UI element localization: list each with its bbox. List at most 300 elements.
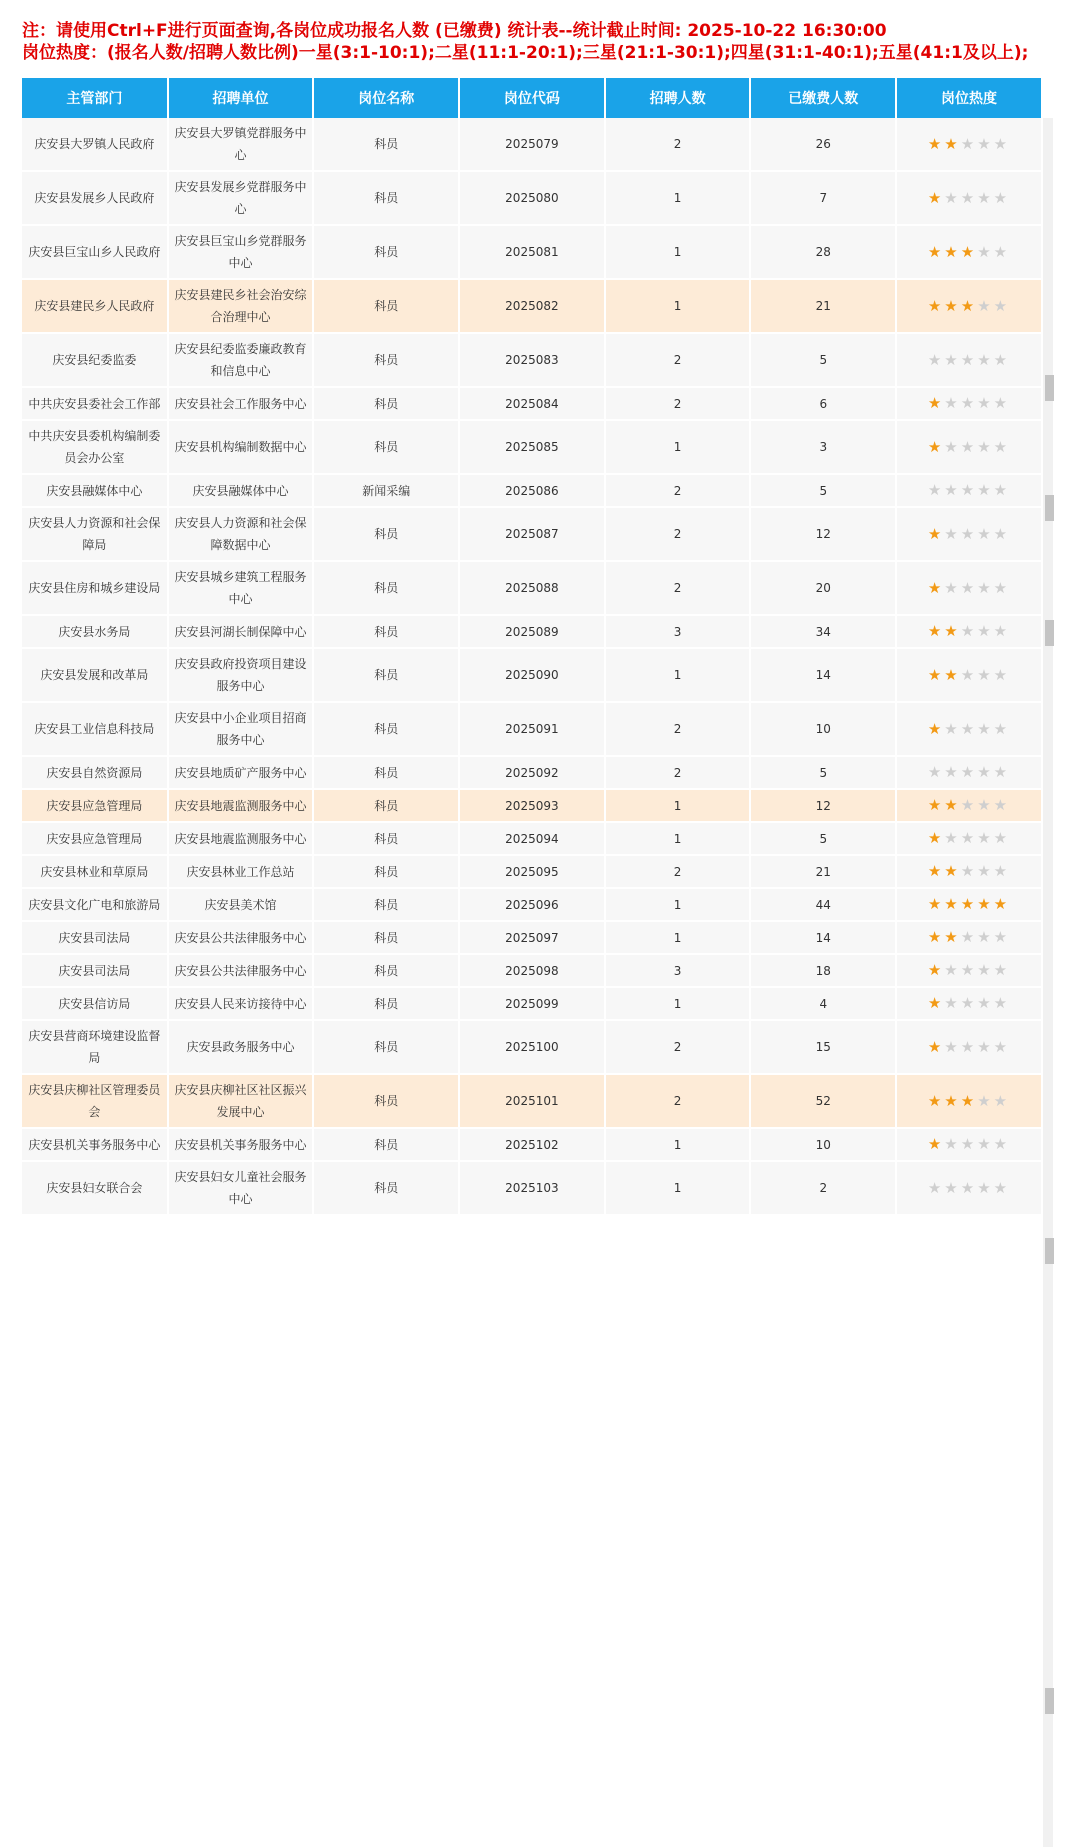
cell-position: 科员 <box>313 225 459 279</box>
note-line-2: 岗位热度：(报名人数/招聘人数比例)一星(3:1-10:1);二星(11:1-20:1);三星(21:1-30:1);四星(31:1-40:1);五星(41:1及以上); <box>22 43 1029 63</box>
cell-position: 科员 <box>313 954 459 987</box>
star-rating <box>928 829 1010 847</box>
star-filled-icon: ★ <box>927 394 945 412</box>
star-empty-icon: ★ <box>993 350 1011 369</box>
cell-unit: 庆安县融媒体中心 <box>168 474 314 507</box>
cell-paid-count: 10 <box>750 1128 896 1161</box>
cell-code: 2025097 <box>459 921 605 954</box>
star-empty-icon: ★ <box>977 862 994 880</box>
cell-code: 2025082 <box>459 279 605 333</box>
star-rating <box>928 438 1010 456</box>
star-empty-icon: ★ <box>977 928 994 946</box>
cell-hire-count: 1 <box>605 279 751 333</box>
star-empty-icon: ★ <box>944 350 961 369</box>
cell-code: 2025091 <box>459 702 605 756</box>
star-empty-icon: ★ <box>960 578 978 597</box>
star-empty-icon: ★ <box>960 524 978 543</box>
star-empty-icon: ★ <box>960 829 978 847</box>
cell-hire-count: 2 <box>605 1020 751 1074</box>
cell-paid-count: 10 <box>750 702 896 756</box>
star-empty-icon: ★ <box>977 350 994 369</box>
cell-position: 科员 <box>313 855 459 888</box>
cell-code: 2025084 <box>459 387 605 420</box>
cell-paid-count: 5 <box>750 822 896 855</box>
cell-unit: 庆安县政务服务中心 <box>168 1020 314 1074</box>
cell-dept: 庆安县庆柳社区管理委员会 <box>22 1074 168 1128</box>
star-rating <box>928 1135 1010 1153</box>
cell-heat <box>896 171 1042 225</box>
cell-heat <box>896 615 1042 648</box>
star-empty-icon: ★ <box>977 763 994 781</box>
star-empty-icon: ★ <box>993 242 1011 261</box>
cell-dept: 中共庆安县委机构编制委员会办公室 <box>22 420 168 474</box>
table-row <box>22 420 1042 474</box>
star-rating <box>928 351 1010 369</box>
table-row <box>22 333 1042 387</box>
star-empty-icon: ★ <box>944 188 961 207</box>
star-filled-icon: ★ <box>927 895 945 913</box>
star-empty-icon: ★ <box>960 188 978 207</box>
table-row <box>22 1128 1042 1161</box>
cell-position: 科员 <box>313 333 459 387</box>
scrollbar-thumb[interactable] <box>1045 495 1054 521</box>
star-empty-icon: ★ <box>993 578 1011 597</box>
star-empty-icon: ★ <box>927 481 945 499</box>
cell-paid-count: 34 <box>750 615 896 648</box>
cell-dept: 庆安县建民乡人民政府 <box>22 279 168 333</box>
star-rating <box>928 763 1010 781</box>
cell-heat <box>896 855 1042 888</box>
star-empty-icon: ★ <box>960 350 978 369</box>
cell-hire-count: 2 <box>605 474 751 507</box>
cell-paid-count: 28 <box>750 225 896 279</box>
star-empty-icon: ★ <box>960 481 978 499</box>
star-empty-icon: ★ <box>960 862 978 880</box>
cell-paid-count: 7 <box>750 171 896 225</box>
star-empty-icon: ★ <box>960 928 978 946</box>
cell-heat <box>896 387 1042 420</box>
cell-hire-count: 2 <box>605 333 751 387</box>
scrollbar-thumb[interactable] <box>1045 1238 1054 1264</box>
star-rating <box>928 622 1010 640</box>
star-filled-icon: ★ <box>927 1091 945 1110</box>
star-empty-icon: ★ <box>944 719 961 738</box>
star-filled-icon: ★ <box>927 242 945 261</box>
star-empty-icon: ★ <box>993 1091 1011 1110</box>
cell-paid-count: 18 <box>750 954 896 987</box>
cell-paid-count: 6 <box>750 387 896 420</box>
cell-hire-count: 3 <box>605 615 751 648</box>
star-filled-icon: ★ <box>944 242 961 261</box>
cell-hire-count: 2 <box>605 1074 751 1128</box>
table-row <box>22 474 1042 507</box>
cell-code: 2025079 <box>459 118 605 171</box>
star-filled-icon: ★ <box>927 719 945 738</box>
cell-hire-count: 1 <box>605 1161 751 1215</box>
star-empty-icon: ★ <box>960 763 978 781</box>
cell-heat <box>896 822 1042 855</box>
cell-code: 2025103 <box>459 1161 605 1215</box>
star-filled-icon: ★ <box>944 862 961 880</box>
cell-dept: 庆安县融媒体中心 <box>22 474 168 507</box>
star-filled-icon: ★ <box>927 829 945 847</box>
scrollbar-thumb[interactable] <box>1045 375 1054 401</box>
cell-dept: 庆安县工业信息科技局 <box>22 702 168 756</box>
star-filled-icon: ★ <box>944 134 961 153</box>
star-empty-icon: ★ <box>960 719 978 738</box>
cell-dept: 庆安县巨宝山乡人民政府 <box>22 225 168 279</box>
star-empty-icon: ★ <box>977 1135 994 1153</box>
cell-position: 科员 <box>313 822 459 855</box>
star-empty-icon: ★ <box>993 719 1011 738</box>
cell-position: 科员 <box>313 387 459 420</box>
cell-paid-count: 12 <box>750 789 896 822</box>
star-empty-icon: ★ <box>993 296 1011 315</box>
star-empty-icon: ★ <box>977 1178 994 1197</box>
cell-paid-count: 3 <box>750 420 896 474</box>
star-filled-icon: ★ <box>927 134 945 153</box>
cell-code: 2025085 <box>459 420 605 474</box>
star-empty-icon: ★ <box>993 134 1011 153</box>
star-rating <box>928 961 1010 979</box>
star-empty-icon: ★ <box>993 1037 1011 1056</box>
star-rating <box>928 243 1010 261</box>
cell-hire-count: 2 <box>605 855 751 888</box>
cell-paid-count: 15 <box>750 1020 896 1074</box>
cell-unit: 庆安县政府投资项目建设服务中心 <box>168 648 314 702</box>
table-row <box>22 1074 1042 1128</box>
star-empty-icon: ★ <box>993 665 1011 684</box>
star-empty-icon: ★ <box>977 994 994 1012</box>
cell-paid-count: 52 <box>750 1074 896 1128</box>
star-rating <box>928 135 1010 153</box>
cell-position: 科员 <box>313 702 459 756</box>
star-filled-icon: ★ <box>944 895 961 913</box>
cell-hire-count: 1 <box>605 822 751 855</box>
table-row <box>22 888 1042 921</box>
cell-position: 科员 <box>313 171 459 225</box>
cell-heat <box>896 225 1042 279</box>
star-empty-icon: ★ <box>993 437 1011 456</box>
cell-hire-count: 1 <box>605 1128 751 1161</box>
star-empty-icon: ★ <box>960 961 978 979</box>
cell-paid-count: 21 <box>750 855 896 888</box>
star-rating <box>928 1092 1010 1110</box>
cell-dept: 庆安县应急管理局 <box>22 822 168 855</box>
cell-dept: 庆安县住房和城乡建设局 <box>22 561 168 615</box>
cell-hire-count: 1 <box>605 648 751 702</box>
cell-unit: 庆安县妇女儿童社会服务中心 <box>168 1161 314 1215</box>
table-row <box>22 279 1042 333</box>
star-empty-icon: ★ <box>977 394 994 412</box>
cell-unit: 庆安县大罗镇党群服务中心 <box>168 118 314 171</box>
star-empty-icon: ★ <box>993 763 1011 781</box>
star-empty-icon: ★ <box>977 242 994 261</box>
cell-dept: 庆安县文化广电和旅游局 <box>22 888 168 921</box>
cell-position: 科员 <box>313 279 459 333</box>
cell-position: 新闻采编 <box>313 474 459 507</box>
star-empty-icon: ★ <box>927 350 945 369</box>
star-empty-icon: ★ <box>993 829 1011 847</box>
star-empty-icon: ★ <box>993 862 1011 880</box>
star-empty-icon: ★ <box>977 524 994 543</box>
star-empty-icon: ★ <box>944 994 961 1012</box>
cell-heat <box>896 702 1042 756</box>
cell-code: 2025090 <box>459 648 605 702</box>
star-empty-icon: ★ <box>944 481 961 499</box>
star-empty-icon: ★ <box>960 622 978 640</box>
star-empty-icon: ★ <box>960 1178 978 1197</box>
cell-heat <box>896 333 1042 387</box>
cell-heat <box>896 420 1042 474</box>
cell-dept: 庆安县自然资源局 <box>22 756 168 789</box>
table-row <box>22 921 1042 954</box>
table-row <box>22 987 1042 1020</box>
star-empty-icon: ★ <box>977 437 994 456</box>
star-filled-icon: ★ <box>960 895 978 913</box>
table-row <box>22 756 1042 789</box>
cell-code: 2025095 <box>459 855 605 888</box>
cell-code: 2025100 <box>459 1020 605 1074</box>
star-empty-icon: ★ <box>960 394 978 412</box>
star-empty-icon: ★ <box>977 961 994 979</box>
cell-unit: 庆安县城乡建筑工程服务中心 <box>168 561 314 615</box>
cell-paid-count: 5 <box>750 474 896 507</box>
star-empty-icon: ★ <box>944 1135 961 1153</box>
table-row <box>22 702 1042 756</box>
scrollbar-thumb[interactable] <box>1045 1688 1054 1714</box>
star-rating <box>928 481 1010 499</box>
scrollbar-thumb[interactable] <box>1045 620 1054 646</box>
cell-heat <box>896 648 1042 702</box>
star-filled-icon: ★ <box>944 296 961 315</box>
star-empty-icon: ★ <box>944 524 961 543</box>
table-body <box>22 118 1042 1215</box>
star-empty-icon: ★ <box>993 481 1011 499</box>
cell-paid-count: 4 <box>750 987 896 1020</box>
cell-paid-count: 14 <box>750 648 896 702</box>
star-empty-icon: ★ <box>993 1135 1011 1153</box>
star-filled-icon: ★ <box>944 796 961 814</box>
star-empty-icon: ★ <box>960 1037 978 1056</box>
star-filled-icon: ★ <box>960 242 978 261</box>
star-empty-icon: ★ <box>977 665 994 684</box>
star-empty-icon: ★ <box>960 796 978 814</box>
cell-dept: 庆安县纪委监委 <box>22 333 168 387</box>
star-empty-icon: ★ <box>993 1178 1011 1197</box>
star-empty-icon: ★ <box>977 296 994 315</box>
header-position: 岗位名称 <box>313 78 459 118</box>
star-rating <box>928 928 1010 946</box>
cell-paid-count: 26 <box>750 118 896 171</box>
cell-position: 科员 <box>313 1128 459 1161</box>
cell-position: 科员 <box>313 118 459 171</box>
table-row <box>22 822 1042 855</box>
stats-table-container <box>22 78 1042 1847</box>
star-filled-icon: ★ <box>993 895 1011 913</box>
star-empty-icon: ★ <box>927 1178 945 1197</box>
star-filled-icon: ★ <box>927 524 945 543</box>
star-empty-icon: ★ <box>977 1091 994 1110</box>
star-rating <box>928 525 1010 543</box>
star-filled-icon: ★ <box>927 796 945 814</box>
star-rating <box>928 297 1010 315</box>
cell-unit: 庆安县人力资源和社会保障数据中心 <box>168 507 314 561</box>
star-empty-icon: ★ <box>977 1037 994 1056</box>
cell-position: 科员 <box>313 420 459 474</box>
cell-position: 科员 <box>313 1020 459 1074</box>
star-empty-icon: ★ <box>977 134 994 153</box>
cell-hire-count: 1 <box>605 987 751 1020</box>
star-filled-icon: ★ <box>927 928 945 946</box>
star-rating <box>928 720 1010 738</box>
cell-heat <box>896 507 1042 561</box>
cell-hire-count: 2 <box>605 756 751 789</box>
cell-unit: 庆安县公共法律服务中心 <box>168 921 314 954</box>
star-filled-icon: ★ <box>927 665 945 684</box>
star-filled-icon: ★ <box>960 296 978 315</box>
cell-code: 2025099 <box>459 987 605 1020</box>
cell-hire-count: 2 <box>605 702 751 756</box>
star-empty-icon: ★ <box>960 994 978 1012</box>
cell-code: 2025093 <box>459 789 605 822</box>
star-empty-icon: ★ <box>993 928 1011 946</box>
star-empty-icon: ★ <box>944 437 961 456</box>
cell-code: 2025092 <box>459 756 605 789</box>
cell-unit: 庆安县林业工作总站 <box>168 855 314 888</box>
star-filled-icon: ★ <box>927 961 945 979</box>
cell-heat <box>896 279 1042 333</box>
star-rating <box>928 862 1010 880</box>
star-rating <box>928 895 1010 913</box>
cell-heat <box>896 987 1042 1020</box>
cell-heat <box>896 1074 1042 1128</box>
cell-paid-count: 20 <box>750 561 896 615</box>
header-unit: 招聘单位 <box>168 78 314 118</box>
star-empty-icon: ★ <box>960 1135 978 1153</box>
star-filled-icon: ★ <box>944 622 961 640</box>
cell-code: 2025081 <box>459 225 605 279</box>
star-empty-icon: ★ <box>960 665 978 684</box>
cell-code: 2025088 <box>459 561 605 615</box>
table-row <box>22 225 1042 279</box>
cell-paid-count: 5 <box>750 333 896 387</box>
cell-unit: 庆安县公共法律服务中心 <box>168 954 314 987</box>
star-rating <box>928 394 1010 412</box>
cell-position: 科员 <box>313 987 459 1020</box>
cell-heat <box>896 1128 1042 1161</box>
cell-unit: 庆安县发展乡党群服务中心 <box>168 171 314 225</box>
cell-position: 科员 <box>313 921 459 954</box>
star-empty-icon: ★ <box>993 622 1011 640</box>
note-line-1: 注：请使用Ctrl+F进行页面查询,各岗位成功报名人数 (已缴费) 统计表--统计截止时间: 2025-10-22 16:30:00 <box>22 21 887 41</box>
star-empty-icon: ★ <box>944 829 961 847</box>
cell-position: 科员 <box>313 789 459 822</box>
cell-dept: 庆安县发展和改革局 <box>22 648 168 702</box>
cell-paid-count: 14 <box>750 921 896 954</box>
cell-hire-count: 2 <box>605 507 751 561</box>
star-empty-icon: ★ <box>927 763 945 781</box>
cell-hire-count: 1 <box>605 921 751 954</box>
star-empty-icon: ★ <box>977 188 994 207</box>
cell-dept: 庆安县妇女联合会 <box>22 1161 168 1215</box>
cell-position: 科员 <box>313 615 459 648</box>
cell-dept: 庆安县信访局 <box>22 987 168 1020</box>
star-empty-icon: ★ <box>960 437 978 456</box>
cell-position: 科员 <box>313 648 459 702</box>
cell-paid-count: 12 <box>750 507 896 561</box>
cell-position: 科员 <box>313 507 459 561</box>
star-filled-icon: ★ <box>927 994 945 1012</box>
star-filled-icon: ★ <box>927 437 945 456</box>
table-header-row <box>22 78 1042 118</box>
star-empty-icon: ★ <box>977 578 994 597</box>
cell-hire-count: 1 <box>605 420 751 474</box>
cell-heat <box>896 789 1042 822</box>
cell-dept: 庆安县大罗镇人民政府 <box>22 118 168 171</box>
cell-code: 2025094 <box>459 822 605 855</box>
star-empty-icon: ★ <box>993 796 1011 814</box>
cell-heat <box>896 954 1042 987</box>
table-row <box>22 171 1042 225</box>
cell-heat <box>896 1161 1042 1215</box>
star-empty-icon: ★ <box>977 719 994 738</box>
star-empty-icon: ★ <box>944 961 961 979</box>
star-empty-icon: ★ <box>944 578 961 597</box>
cell-heat <box>896 561 1042 615</box>
cell-position: 科员 <box>313 1161 459 1215</box>
star-empty-icon: ★ <box>977 796 994 814</box>
cell-hire-count: 3 <box>605 954 751 987</box>
header-heat: 岗位热度 <box>896 78 1042 118</box>
cell-heat <box>896 474 1042 507</box>
cell-unit: 庆安县庆柳社区社区振兴发展中心 <box>168 1074 314 1128</box>
star-empty-icon: ★ <box>977 481 994 499</box>
table-row <box>22 648 1042 702</box>
cell-hire-count: 2 <box>605 118 751 171</box>
cell-code: 2025089 <box>459 615 605 648</box>
cell-dept: 中共庆安县委社会工作部 <box>22 387 168 420</box>
cell-position: 科员 <box>313 1074 459 1128</box>
cell-dept: 庆安县水务局 <box>22 615 168 648</box>
cell-position: 科员 <box>313 888 459 921</box>
cell-dept: 庆安县应急管理局 <box>22 789 168 822</box>
star-rating <box>928 666 1010 684</box>
star-empty-icon: ★ <box>977 829 994 847</box>
star-rating <box>928 1038 1010 1056</box>
table-row <box>22 954 1042 987</box>
cell-unit: 庆安县地震监测服务中心 <box>168 789 314 822</box>
cell-unit: 庆安县巨宝山乡党群服务中心 <box>168 225 314 279</box>
header-dept: 主管部门 <box>22 78 168 118</box>
star-empty-icon: ★ <box>993 994 1011 1012</box>
star-empty-icon: ★ <box>944 394 961 412</box>
cell-code: 2025080 <box>459 171 605 225</box>
table-row <box>22 855 1042 888</box>
star-filled-icon: ★ <box>944 1091 961 1110</box>
star-filled-icon: ★ <box>927 622 945 640</box>
cell-hire-count: 2 <box>605 387 751 420</box>
star-rating <box>928 796 1010 814</box>
cell-hire-count: 1 <box>605 225 751 279</box>
cell-unit: 庆安县河湖长制保障中心 <box>168 615 314 648</box>
cell-paid-count: 21 <box>750 279 896 333</box>
cell-unit: 庆安县机关事务服务中心 <box>168 1128 314 1161</box>
star-rating <box>928 1179 1010 1197</box>
star-empty-icon: ★ <box>944 1037 961 1056</box>
cell-code: 2025086 <box>459 474 605 507</box>
star-filled-icon: ★ <box>944 665 961 684</box>
